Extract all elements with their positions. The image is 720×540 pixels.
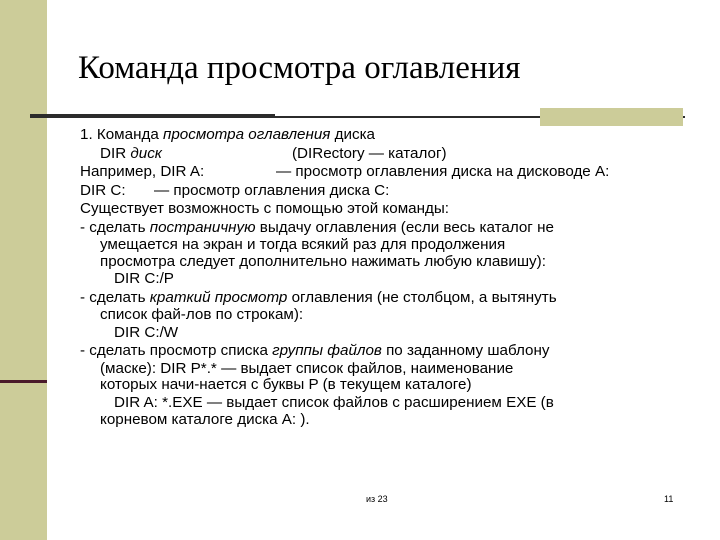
corner-decor-box xyxy=(540,108,683,126)
body-line-16: DIR A: *.EXE — выдает список файлов с расширением EXE (в xyxy=(114,393,554,411)
body-line-5: Существует возможность с помощью этой команды: xyxy=(80,200,449,217)
left-decor-bar xyxy=(0,0,47,540)
body-line-12: DIR C:/W xyxy=(114,323,179,341)
body-line-17: корневом каталоге диска А: ). xyxy=(100,411,310,428)
body-line-2: DIR диск (DIRectory — каталог) xyxy=(100,144,447,162)
footer-page-number: 11 xyxy=(664,494,674,504)
body-line-4: DIR C: — просмотр оглавления диска С: xyxy=(80,181,390,199)
body-line-8: просмотра следует дополнительно нажимать любую клавишу): xyxy=(100,252,546,270)
body-line-13: - сделать просмотр списка группы файлов по заданному шаблону xyxy=(80,342,550,359)
slide-title: Команда просмотра оглавления xyxy=(78,50,521,86)
body-line-9: DIR C:/P xyxy=(114,270,174,287)
body-line-10: - сделать краткий просмотр оглавления (не столбцом, а вытянуть xyxy=(80,288,557,306)
body-line-6: - сделать постраничную выдачу оглавления (если весь каталог не xyxy=(80,218,554,236)
title-rule-bold xyxy=(30,114,275,118)
footer-page-of: из 23 xyxy=(366,494,388,504)
body-line-11: список фай-лов по строкам): xyxy=(100,306,304,323)
slide-body xyxy=(80,126,700,429)
body-line-15: которых начи-нается с буквы P (в текущем каталоге) xyxy=(100,376,472,393)
body-line-7: умещается на экран и тогда всякий раз для продолжения xyxy=(100,236,506,253)
body-line-1: 1. Команда просмотра оглавления диска xyxy=(80,126,376,143)
body-line-14: (маске): DIR P*.* — выдает список файлов, наименование xyxy=(100,359,514,377)
left-decor-line xyxy=(0,380,47,383)
body-line-3: Например, DIR A: — просмотр оглавления диска на дисководе А: xyxy=(80,163,610,180)
